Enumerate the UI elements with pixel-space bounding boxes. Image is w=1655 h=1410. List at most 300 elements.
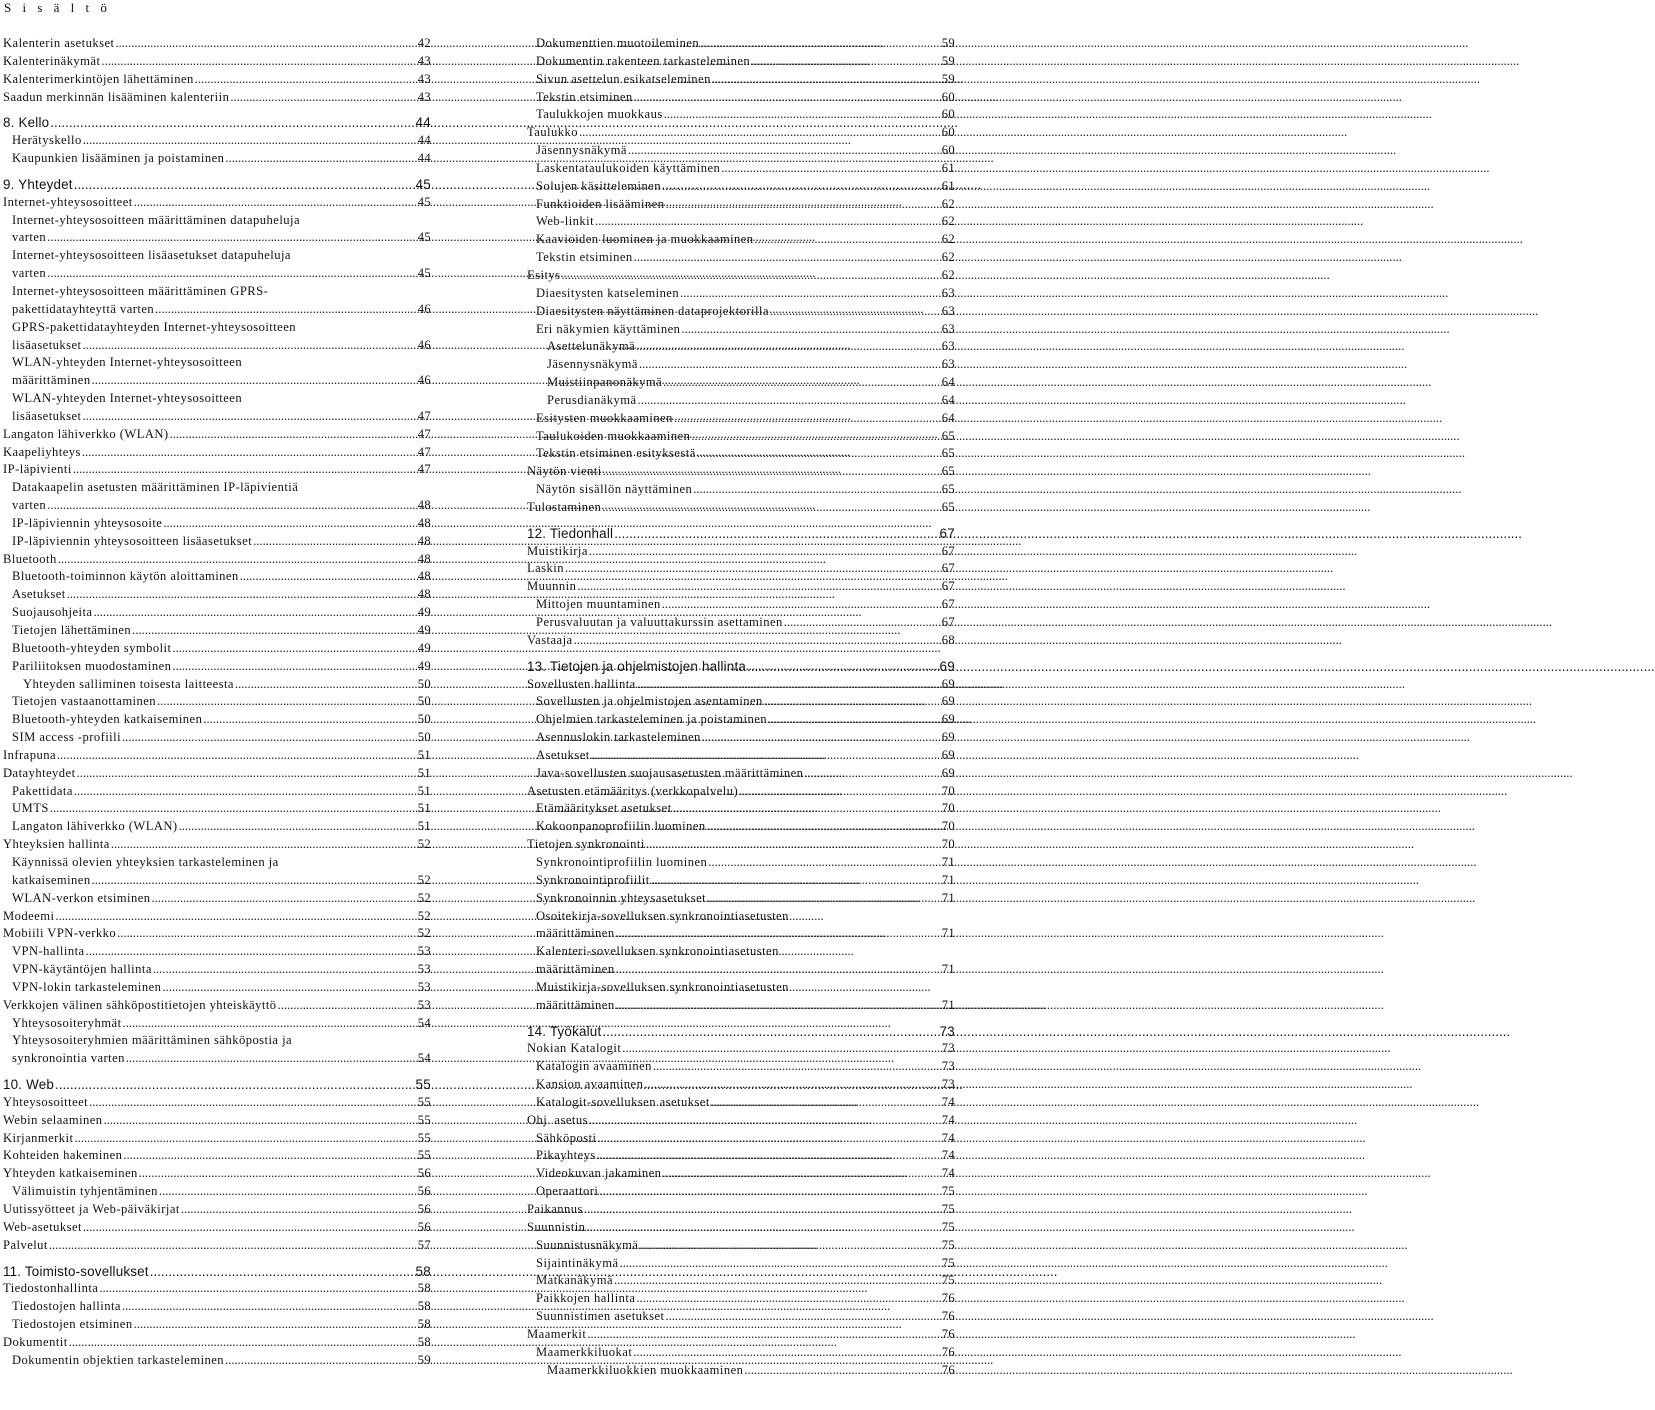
toc-entry[interactable] — [3, 479, 431, 497]
toc-entry-text: Suunnistin — [527, 1219, 586, 1234]
toc-entry[interactable] — [3, 337, 431, 355]
dot-leader — [770, 303, 941, 321]
toc-entry[interactable] — [527, 1058, 955, 1076]
toc-entry-text: Dokumentit — [3, 1334, 68, 1349]
toc-entry[interactable] — [527, 1076, 955, 1094]
dot-leader — [69, 1334, 417, 1352]
toc-page-number: 69 — [941, 676, 955, 691]
toc-entry-text: pakettidatayhteyttä varten — [12, 301, 155, 316]
toc-page-number: 69 — [939, 658, 955, 674]
toc-entry[interactable] — [3, 943, 431, 961]
toc-chapter-heading[interactable] — [3, 1076, 431, 1094]
dot-leader — [616, 925, 941, 943]
toc-entry[interactable] — [527, 374, 955, 392]
dot-leader — [707, 818, 941, 836]
toc-page-number: 60 — [941, 125, 955, 140]
toc-entry[interactable] — [527, 1040, 955, 1058]
toc-entry[interactable] — [527, 1326, 955, 1344]
dot-leader — [586, 1219, 940, 1237]
toc-entry[interactable] — [3, 1201, 431, 1219]
dot-leader — [77, 765, 417, 783]
dot-leader — [711, 1094, 941, 1112]
toc-page-number: 62 — [941, 232, 955, 247]
dot-leader — [115, 35, 416, 53]
dot-leader — [55, 908, 416, 926]
toc-entry[interactable] — [527, 997, 955, 1015]
toc-page-number: 45 — [417, 194, 431, 209]
dot-leader — [195, 71, 417, 89]
toc-entry-text: määrittäminen — [536, 926, 615, 941]
toc-entry[interactable] — [3, 908, 431, 926]
toc-entry[interactable] — [3, 461, 431, 479]
toc-entry[interactable] — [3, 604, 431, 622]
toc-entry[interactable] — [3, 150, 431, 168]
toc-entry[interactable] — [527, 285, 955, 303]
toc-chapter-heading[interactable] — [527, 658, 955, 676]
toc-entry[interactable] — [527, 392, 955, 410]
toc-entry[interactable] — [3, 53, 431, 71]
toc-page-number: 55 — [415, 1077, 431, 1093]
toc-page-number: 52 — [417, 872, 431, 887]
toc-entry[interactable] — [527, 560, 955, 578]
toc-entry[interactable] — [527, 676, 955, 694]
toc-entry[interactable] — [527, 445, 955, 463]
toc-entry[interactable] — [3, 800, 431, 818]
toc-entry-text: Osoitekirja-sovelluksen synkronointiasetusten — [536, 908, 789, 923]
toc-entry[interactable] — [3, 872, 431, 890]
toc-entry[interactable] — [3, 212, 431, 230]
toc-entry[interactable] — [3, 35, 431, 53]
toc-chapter-heading[interactable] — [3, 114, 431, 132]
dot-leader — [240, 568, 417, 586]
toc-page-number: 76 — [941, 1291, 955, 1306]
toc-entry-text: Käynnissä olevien yhteyksien tarkasteleminen ja — [12, 854, 279, 869]
toc-entry[interactable] — [527, 711, 955, 729]
toc-entry-text: Sivun asettelun esikatseleminen — [536, 71, 711, 86]
toc-entry[interactable] — [527, 53, 955, 71]
toc-entry-text: Sijaintinäkymä — [536, 1255, 619, 1270]
dot-leader — [591, 747, 941, 765]
toc-entry[interactable] — [527, 160, 955, 178]
toc-entry[interactable] — [3, 1032, 431, 1050]
dot-leader — [225, 150, 416, 168]
toc-entry-text: Saadun merkinnän lisääminen kalenteriin — [3, 89, 230, 104]
dot-leader — [153, 961, 417, 979]
toc-entry[interactable] — [3, 1147, 431, 1165]
toc-entry-text: 11. Toimisto-sovellukset — [3, 1263, 149, 1279]
toc-entry[interactable] — [3, 1165, 431, 1183]
toc-entry-text: Web-asetukset — [3, 1219, 82, 1234]
toc-entry-text: Taulukko — [527, 125, 578, 140]
toc-entry[interactable] — [527, 1094, 955, 1112]
toc-entry[interactable] — [527, 872, 955, 890]
toc-entry[interactable] — [3, 533, 431, 551]
toc-entry[interactable] — [3, 515, 431, 533]
toc-entry-text: Bluetooth — [3, 551, 57, 566]
toc-entry-text: Solujen käsitteleminen — [536, 178, 661, 193]
dot-leader — [634, 89, 941, 107]
dot-leader — [278, 997, 417, 1015]
toc-entry[interactable] — [527, 1130, 955, 1148]
toc-entry[interactable] — [527, 854, 955, 872]
toc-entry-text: Synkronointiprofiilin luominen — [536, 854, 708, 869]
dot-leader — [152, 890, 417, 908]
toc-entry[interactable] — [3, 765, 431, 783]
toc-entry[interactable] — [527, 890, 955, 908]
toc-page-number: 63 — [941, 303, 955, 318]
toc-entry[interactable] — [527, 836, 955, 854]
toc-entry[interactable] — [527, 693, 955, 711]
toc-entry[interactable] — [3, 836, 431, 854]
toc-page-number: 64 — [941, 375, 955, 390]
toc-entry-text: Esitys — [527, 267, 561, 282]
toc-entry[interactable] — [527, 231, 955, 249]
toc-entry[interactable] — [3, 497, 431, 515]
toc-entry[interactable] — [527, 35, 955, 53]
dot-leader — [616, 997, 941, 1015]
dot-leader — [599, 1183, 941, 1201]
dot-leader — [47, 229, 417, 247]
toc-entry-text: Diaesitysten näyttäminen dataprojektorilla — [536, 303, 769, 318]
toc-entry[interactable] — [527, 632, 955, 650]
toc-entry[interactable] — [3, 1316, 431, 1334]
toc-page-number: 48 — [417, 515, 431, 530]
toc-entry[interactable] — [3, 1094, 431, 1112]
toc-entry[interactable] — [527, 578, 955, 596]
toc-chapter-heading[interactable] — [527, 525, 955, 543]
toc-right-column — [527, 35, 955, 1379]
dot-leader — [101, 53, 416, 71]
toc-entry[interactable] — [527, 1255, 955, 1273]
toc-entry-text: Tietojen lähettäminen — [12, 623, 132, 637]
toc-entry[interactable] — [3, 568, 431, 586]
toc-entry[interactable] — [3, 1183, 431, 1201]
toc-entry[interactable] — [3, 658, 431, 676]
toc-entry[interactable] — [527, 1362, 955, 1380]
toc-entry[interactable] — [3, 89, 431, 107]
toc-page-number: 49 — [417, 623, 431, 637]
toc-page-number: 50 — [417, 712, 431, 727]
toc-entry[interactable] — [527, 410, 955, 428]
toc-entry[interactable] — [3, 132, 431, 150]
toc-entry-text: Asettelunäkymä — [547, 339, 636, 354]
toc-entry[interactable] — [527, 89, 955, 107]
toc-entry[interactable] — [527, 1344, 955, 1362]
toc-entry-text: Laskin — [527, 561, 564, 576]
toc-entry-text: Modeemi — [3, 908, 55, 923]
toc-entry-text: Tekstin etsiminen esityksestä — [536, 446, 696, 461]
toc-entry-text: Maamerkkiluokkien muokkaaminen — [547, 1362, 744, 1377]
dot-leader — [680, 285, 941, 303]
toc-entry[interactable] — [527, 1147, 955, 1165]
toc-page-number: 45 — [417, 230, 431, 245]
toc-entry[interactable] — [3, 747, 431, 765]
toc-entry[interactable] — [3, 1280, 431, 1298]
toc-entry[interactable] — [527, 499, 955, 517]
toc-page-number: 71 — [941, 890, 955, 905]
toc-entry[interactable] — [3, 640, 431, 658]
toc-entry[interactable] — [3, 1050, 431, 1068]
toc-entry[interactable] — [527, 1201, 955, 1219]
toc-entry[interactable] — [3, 979, 431, 997]
toc-entry-text: varten — [12, 498, 47, 513]
toc-page-number: 75 — [941, 1219, 955, 1234]
toc-entry[interactable] — [3, 354, 431, 372]
toc-entry[interactable] — [3, 194, 431, 212]
toc-page-number: 55 — [417, 1112, 431, 1127]
toc-entry[interactable] — [527, 1183, 955, 1201]
toc-page-number: 48 — [417, 587, 431, 602]
toc-entry[interactable] — [527, 943, 955, 961]
toc-entry[interactable] — [3, 1352, 431, 1370]
dot-leader — [73, 461, 417, 479]
toc-page-number: 49 — [417, 640, 431, 655]
toc-entry[interactable] — [527, 124, 955, 142]
toc-entry[interactable] — [527, 908, 955, 926]
toc-page-number: 57 — [417, 1237, 431, 1252]
toc-page-number: 69 — [941, 694, 955, 709]
toc-entry-text: Asetukset — [536, 747, 590, 762]
toc-entry-text: IP-läpivienti — [3, 462, 72, 477]
dot-leader — [579, 124, 941, 142]
toc-entry[interactable] — [3, 997, 431, 1015]
toc-entry[interactable] — [527, 463, 955, 481]
toc-entry-text: Palvelut — [3, 1237, 48, 1252]
toc-entry[interactable] — [527, 213, 955, 231]
toc-entry[interactable] — [527, 765, 955, 783]
toc-entry[interactable] — [527, 1308, 955, 1326]
toc-entry-text: GPRS-pakettidatayhteyden Internet-yhteysosoitteen — [12, 319, 297, 334]
toc-entry-text: Kokoonpanoprofiilin luominen — [536, 819, 706, 834]
toc-entry[interactable] — [3, 551, 431, 569]
toc-entry[interactable] — [3, 693, 431, 711]
toc-page-number: 62 — [941, 250, 955, 265]
toc-entry-text: UMTS — [12, 801, 49, 816]
toc-entry-text: Ohj. asetus — [527, 1112, 588, 1127]
toc-entry[interactable] — [527, 800, 955, 818]
toc-entry[interactable] — [527, 249, 955, 267]
toc-page-number: 64 — [941, 392, 955, 407]
toc-entry-text: lisäasetukset — [12, 337, 82, 352]
toc-entry-text: Yhteysosoiteryhmien määrittäminen sähköpostia ja — [12, 1033, 293, 1048]
toc-entry[interactable] — [527, 1272, 955, 1290]
toc-entry[interactable] — [3, 1219, 431, 1237]
dot-leader — [620, 1255, 941, 1273]
toc-entry[interactable] — [3, 676, 431, 694]
dot-leader — [744, 1362, 940, 1380]
toc-entry[interactable] — [3, 961, 431, 979]
toc-entry[interactable] — [3, 925, 431, 943]
dot-leader — [638, 392, 941, 410]
toc-entry[interactable] — [3, 408, 431, 426]
toc-entry[interactable] — [527, 1290, 955, 1308]
toc-entry[interactable] — [527, 481, 955, 499]
dot-leader — [50, 114, 414, 132]
toc-entry[interactable] — [3, 390, 431, 408]
toc-entry[interactable] — [3, 1334, 431, 1352]
toc-entry[interactable] — [527, 106, 955, 124]
toc-entry[interactable] — [3, 444, 431, 462]
toc-entry[interactable] — [3, 319, 431, 337]
toc-entry[interactable] — [3, 622, 431, 640]
dot-leader — [123, 1147, 416, 1165]
toc-entry[interactable] — [3, 729, 431, 747]
toc-entry[interactable] — [527, 818, 955, 836]
toc-entry-text: Java-sovellusten suojausasetusten määrittäminen — [536, 765, 804, 780]
toc-entry[interactable] — [527, 729, 955, 747]
toc-entry[interactable] — [527, 979, 955, 997]
dot-leader — [707, 890, 941, 908]
dot-leader — [235, 676, 417, 694]
dot-leader — [597, 1130, 940, 1148]
toc-entry[interactable] — [527, 1165, 955, 1183]
toc-entry[interactable] — [3, 283, 431, 301]
toc-page-number: 54 — [417, 1051, 431, 1066]
dot-leader — [47, 497, 417, 515]
toc-entry[interactable] — [3, 586, 431, 604]
toc-entry[interactable] — [3, 426, 431, 444]
toc-page-number: 73 — [941, 1077, 955, 1092]
toc-entry[interactable] — [527, 925, 955, 943]
toc-entry-text: lisäasetukset — [12, 408, 82, 423]
toc-entry-text: Internet-yhteysosoitteen lisäasetukset datapuheluja — [12, 248, 291, 263]
toc-entry[interactable] — [527, 142, 955, 160]
toc-entry[interactable] — [3, 1237, 431, 1255]
toc-entry-text: määrittäminen — [536, 997, 615, 1012]
toc-entry-text: Välimuistin tyhjentäminen — [12, 1184, 158, 1199]
toc-entry-text: Videokuvan jakaminen — [536, 1166, 662, 1181]
dot-leader — [74, 176, 415, 194]
toc-entry[interactable] — [527, 1112, 955, 1130]
toc-entry-text: Eri näkymien käyttäminen — [536, 321, 681, 336]
toc-page-number: 43 — [417, 71, 431, 86]
toc-entry-text: Paikannus — [527, 1202, 583, 1216]
toc-entry[interactable] — [527, 1237, 955, 1255]
toc-entry[interactable] — [527, 196, 955, 214]
toc-entry[interactable] — [3, 711, 431, 729]
toc-entry-text: Tulostaminen — [527, 499, 602, 514]
toc-entry-text: Kaapeliyhteys — [3, 444, 81, 459]
toc-page-number: 56 — [417, 1202, 431, 1216]
dot-leader — [644, 1076, 940, 1094]
dot-leader — [587, 1326, 940, 1344]
dot-leader — [92, 872, 417, 890]
toc-entry[interactable] — [3, 372, 431, 390]
toc-entry-text: Langaton lähiverkko (WLAN) — [12, 819, 178, 834]
dot-leader — [662, 178, 941, 196]
toc-entry-text: Jäsennysnäkymä — [536, 143, 627, 158]
toc-entry[interactable] — [3, 1015, 431, 1033]
toc-entry[interactable] — [3, 301, 431, 319]
toc-chapter-heading[interactable] — [527, 1023, 955, 1041]
toc-entry-text: Dokumenttien muotoileminen — [536, 36, 700, 50]
toc-entry-text: Näytön sisällön näyttäminen — [536, 482, 693, 497]
toc-entry[interactable] — [527, 596, 955, 614]
toc-entry[interactable] — [3, 783, 431, 801]
toc-entry[interactable] — [3, 1130, 431, 1148]
toc-entry[interactable] — [527, 178, 955, 196]
toc-entry[interactable] — [3, 265, 431, 283]
toc-entry[interactable] — [527, 356, 955, 374]
toc-entry[interactable] — [3, 854, 431, 872]
toc-entry[interactable] — [527, 747, 955, 765]
toc-entry[interactable] — [3, 890, 431, 908]
toc-page-number: 60 — [941, 143, 955, 158]
dot-leader — [47, 265, 417, 283]
toc-entry[interactable] — [527, 1219, 955, 1237]
toc-entry-text: Katalogin avaaminen — [536, 1059, 652, 1074]
toc-page-number: 50 — [417, 694, 431, 709]
toc-page-number: 59 — [941, 71, 955, 86]
dot-leader — [83, 1219, 417, 1237]
toc-entry[interactable] — [527, 783, 955, 801]
toc-entry-text: Mobiili VPN-verkko — [3, 926, 117, 941]
toc-page-number: 76 — [941, 1309, 955, 1324]
toc-entry-text: Kirjanmerkit — [3, 1130, 74, 1145]
toc-entry-text: Mittojen muuntaminen — [536, 597, 661, 612]
dot-leader — [691, 428, 940, 446]
toc-entry-text: Kalenterimerkintöjen lähettäminen — [3, 71, 194, 86]
toc-entry[interactable] — [527, 614, 955, 632]
toc-page-number: 69 — [941, 712, 955, 727]
dot-leader — [170, 426, 417, 444]
toc-entry[interactable] — [3, 71, 431, 89]
toc-entry[interactable] — [3, 247, 431, 265]
toc-entry-text: Yhteysosoitteet — [3, 1094, 89, 1109]
toc-entry[interactable] — [527, 961, 955, 979]
toc-chapter-heading[interactable] — [3, 176, 431, 194]
toc-entry[interactable] — [527, 71, 955, 89]
toc-entry-text: Tekstin etsiminen — [536, 250, 633, 265]
dot-leader — [784, 614, 941, 632]
toc-entry-text: Muistikirja-sovelluksen synkronointiasetusten — [536, 979, 789, 994]
toc-chapter-heading[interactable] — [3, 1263, 431, 1281]
dot-leader — [89, 1094, 417, 1112]
dot-leader — [230, 89, 416, 107]
toc-entry[interactable] — [527, 543, 955, 561]
toc-entry-text: Infrapuna — [3, 747, 56, 762]
toc-entry-text: Sovellusten hallinta — [527, 676, 636, 691]
toc-entry[interactable] — [3, 1298, 431, 1316]
dot-leader — [628, 142, 941, 160]
toc-entry-text: WLAN-yhteyden Internet-yhteysosoitteen — [12, 391, 243, 406]
toc-entry[interactable] — [3, 818, 431, 836]
dot-leader — [662, 1165, 940, 1183]
toc-entry-text: Internet-yhteysosoitteen määrittäminen GPRS- — [12, 283, 269, 298]
toc-entry-text: WLAN-yhteyden Internet-yhteysosoitteen — [12, 355, 243, 370]
dot-leader — [721, 160, 941, 178]
toc-page-number: 52 — [417, 908, 431, 923]
toc-page-number: 47 — [417, 444, 431, 459]
toc-entry[interactable] — [527, 338, 955, 356]
toc-entry[interactable] — [527, 303, 955, 321]
toc-page-number: 76 — [941, 1326, 955, 1341]
dot-leader — [163, 515, 416, 533]
toc-entry[interactable] — [527, 428, 955, 446]
dot-leader — [646, 836, 941, 854]
toc-page-number: 58 — [417, 1334, 431, 1349]
toc-entry[interactable] — [3, 1112, 431, 1130]
dot-leader — [58, 551, 417, 569]
toc-entry[interactable] — [527, 321, 955, 339]
toc-page-number: 75 — [941, 1255, 955, 1270]
dot-leader — [126, 1050, 417, 1068]
toc-page-number: 51 — [417, 747, 431, 762]
dot-leader — [150, 1263, 415, 1281]
toc-entry[interactable] — [527, 267, 955, 285]
toc-page-number: 61 — [941, 178, 955, 193]
toc-entry[interactable] — [3, 229, 431, 247]
